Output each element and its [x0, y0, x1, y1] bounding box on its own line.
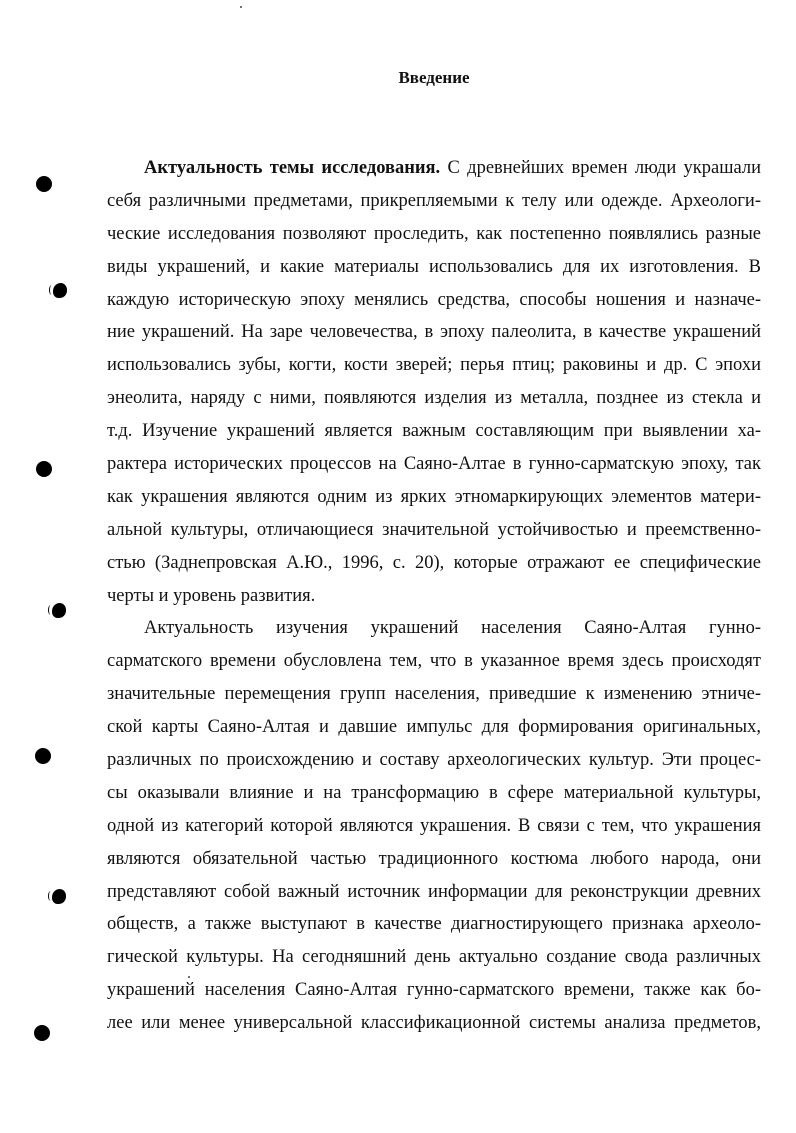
text-line: сы оказывали влияние и на трансформацию в сфере материальной культуры, — [107, 782, 761, 803]
text-line: альной культуры, отличающиеся значительной устойчивостью и преемственно- — [107, 519, 761, 540]
body-text — [107, 152, 761, 1040]
punch-hole — [36, 461, 52, 477]
text-line: одной из категорий которой являются украшения. В связи с тем, что украшения — [107, 815, 761, 836]
text-line: использовались зубы, когти, кости зверей; перья птиц; раковины и др. С эпохи — [107, 355, 761, 376]
text-line: сарматского времени обусловлена тем, что в указанное время здесь происходят — [107, 651, 761, 672]
punch-hole — [52, 603, 66, 618]
text-line: ской карты Саяно-Алтая и давшие импульс для формирования оригинальных, — [107, 717, 761, 738]
page-title: Введение — [398, 68, 470, 87]
text-line: ческие исследования позволяют проследить, как постепенно появлялись разные — [107, 223, 761, 244]
text-line: обществ, а также выступают в качестве диагностирующего признака археоло- — [107, 914, 761, 935]
text-line: т.д. Изучение украшений является важным составляющим при выявлении ха- — [107, 421, 761, 442]
text-line: рактера исторических процессов на Саяно-Алтае в гунно-сарматскую эпоху, так — [107, 454, 761, 475]
punch-hole — [53, 283, 67, 298]
scan-speck — [240, 6, 242, 8]
text-line: значительные перемещения групп населения, приведшие к изменению этниче- — [107, 684, 761, 705]
text-line: различных по происхождению и составу археологических культур. Эти процес- — [107, 750, 761, 771]
text-line: каждую историческую эпоху менялись средства, способы ношения и назначе- — [107, 289, 761, 310]
text-line: ние украшений. На заре человечества, в эпоху палеолита, в качестве украшений — [107, 322, 761, 343]
text-line: энеолита, наряду с ними, появляются изделия из металла, позднее из стекла и — [107, 388, 761, 409]
text-line: украшений населения Саяно-Алтая гунно-сарматского времени, также как бо- — [107, 980, 761, 1001]
text-line: являются обязательной частью традиционного костюма любого народа, они — [107, 848, 761, 869]
punch-hole — [35, 748, 51, 764]
punch-hole — [34, 1025, 50, 1041]
text-line: гической культуры. На сегодняшний день актуально создание свода различных — [107, 947, 761, 968]
text-line: стью (Заднепровская А.Ю., 1996, с. 20), которые отражают ее специфические — [107, 552, 761, 573]
text-line: виды украшений, и какие материалы использовались для их изготовления. В — [107, 256, 761, 277]
text-line: себя различными предметами, прикрепляемыми к телу или одежде. Археологи- — [107, 190, 761, 211]
text-line: представляют собой важный источник информации для реконструкции древних — [107, 881, 761, 902]
text-line: лее или менее универсальной классификационной системы анализа предметов, — [107, 1013, 761, 1034]
text-line: как украшения являются одним из ярких этномаркирующих элементов матери- — [107, 486, 761, 507]
punch-hole — [36, 176, 52, 192]
text-line: Актуальность темы исследования. С древнейших времен люди украшали — [144, 158, 762, 178]
section-lead: Актуальность темы исследования. — [144, 158, 441, 178]
text-line: черты и уровень развития. — [107, 585, 316, 606]
text-line: Актуальность изучения украшений населения Саяно-Алтая гунно- — [144, 618, 761, 639]
punch-hole — [52, 889, 66, 904]
